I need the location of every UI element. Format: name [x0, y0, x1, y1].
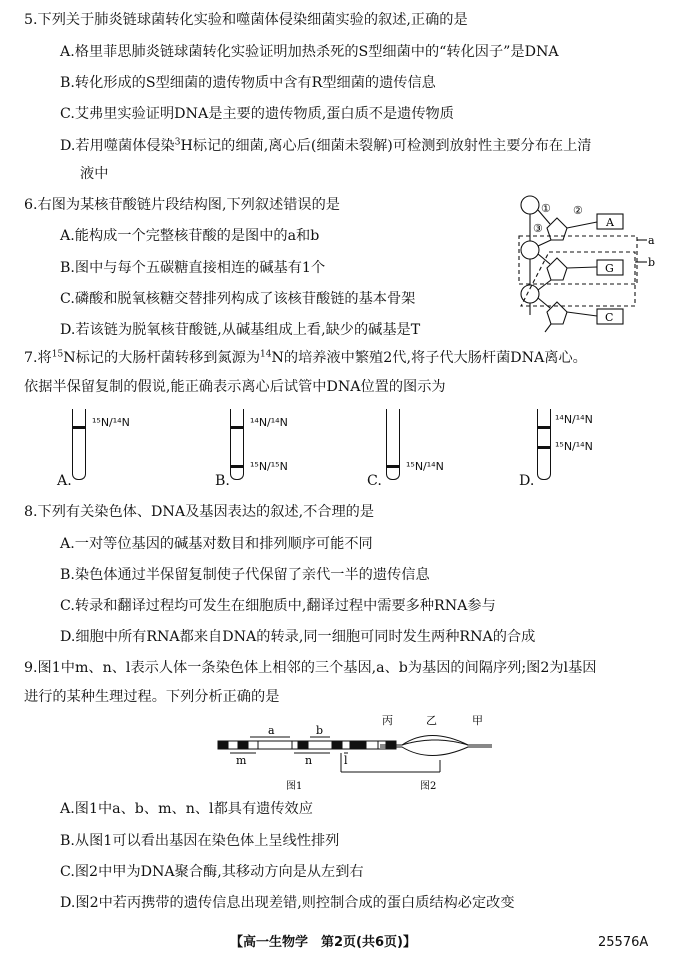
label-1: ① [541, 202, 551, 215]
q6-option-a: A.能构成一个完整核苷酸的是图中的a和b [60, 228, 320, 244]
base-g-label: G [605, 262, 614, 275]
tube-d [537, 409, 551, 480]
nucleotide-chain-figure [505, 190, 665, 340]
gene-fig-bing: 丙 [382, 714, 393, 727]
sugar-2 [547, 258, 567, 280]
q5-d-pre: D.若用噬菌体侵染 [60, 138, 175, 154]
label-2: ② [573, 204, 583, 217]
q6-stem: 6.右图为某核苷酸链片段结构图,下列叙述错误的是 [24, 197, 340, 213]
tube-d-band-top [538, 426, 550, 429]
q7-post: N的培养液中繁殖2代,将子代大肠杆菌DNA离心。 [271, 350, 587, 366]
gene-fig-n: n [305, 754, 313, 767]
base-c-label: C [605, 311, 614, 324]
q6-option-c: C.磷酸和脱氧核糖交替排列构成了该核苷酸链的基本骨架 [60, 291, 416, 307]
gene-fig-a: a [268, 724, 275, 737]
q6-option-b: B.图中与每个五碳糖直接相连的碱基有1个 [60, 260, 326, 276]
tube-a-band [73, 426, 85, 429]
q8-stem: 8.下列有关染色体、DNA及基因表达的叙述,不合理的是 [24, 504, 375, 520]
tube-d-letter: D. [519, 473, 535, 489]
q5-option-a: A.格里菲思肺炎链球菌转化实验证明加热杀死的S型细菌中的“转化因子”是DNA [60, 44, 559, 60]
q5-option-d [60, 137, 591, 155]
tube-c-letter: C. [367, 473, 382, 489]
base-a-label: A [606, 216, 614, 229]
q9-option-a: A.图1中a、b、m、n、l都具有遗传效应 [60, 801, 313, 817]
gene-fig-caption-2: 图2 [420, 781, 437, 792]
sugar-3 [547, 302, 567, 324]
region-a-label: a [648, 234, 655, 247]
phosphate-1 [521, 196, 539, 214]
q9-option-d: D.图2中若丙携带的遗传信息出现差错,则控制合成的蛋白质结构必定改变 [60, 895, 515, 911]
tube-b-letter: B. [215, 473, 230, 489]
region-b-label: b [648, 256, 656, 269]
label-3: ③ [533, 222, 543, 235]
gene-fig-jia: 甲 [472, 714, 483, 727]
gene-fig-m: m [236, 754, 247, 767]
tube-b-band-top [231, 426, 243, 429]
q9-stem-1: 9.图1中m、n、l表示人体一条染色体上相邻的三个基因,a、b为基因的间隔序列;图2为l基因 [24, 660, 597, 676]
q7-pre: 7.将 [24, 350, 52, 366]
gene-fig-caption-1: 图1 [286, 781, 303, 792]
q7-mid: N标记的大肠杆菌转移到氮源为 [63, 350, 261, 366]
tube-d-band-mid [538, 446, 550, 449]
tube-c-band [387, 465, 399, 468]
q7-stem-2: 依据半保留复制的假说,能正确表示离心后试管中DNA位置的图示为 [24, 379, 446, 395]
q5-d-sup: 3 [174, 137, 181, 148]
tube-a [72, 409, 86, 480]
q5-option-d-cont: 液中 [80, 166, 109, 182]
tube-a-label: ¹⁵N/¹⁴N [92, 416, 130, 429]
sugar-1 [547, 218, 567, 240]
tube-b-label-top: ¹⁴N/¹⁴N [250, 416, 288, 429]
q8-option-b: B.染色体通过半保留复制使子代保留了亲代一半的遗传信息 [60, 567, 430, 583]
gene-figure [210, 712, 500, 794]
footer-code: 25576A [598, 935, 649, 950]
gene-fig-l: l [344, 754, 348, 767]
q9-option-b: B.从图1可以看出基因在染色体上呈线性排列 [60, 833, 340, 849]
tube-b-label-bottom: ¹⁵N/¹⁵N [250, 460, 288, 473]
q8-option-d: D.细胞中所有RNA都来自DNA的转录,同一细胞可同时发生两种RNA的合成 [60, 629, 536, 645]
q8-option-c: C.转录和翻译过程均可发生在细胞质中,翻译过程中需要多种RNA参与 [60, 598, 496, 614]
tube-d-label-top: ¹⁴N/¹⁴N [555, 413, 593, 426]
tube-c [386, 409, 400, 480]
q5-d-post: H标记的细菌,离心后(细菌未裂解)可检测到放射性主要分布在上清 [180, 138, 592, 154]
q7-sup1: 15 [51, 349, 64, 360]
phosphate-2 [521, 241, 539, 259]
q6-option-d: D.若该链为脱氧核苷酸链,从碱基组成上看,缺少的碱基是T [60, 322, 421, 338]
q5-stem: 5.下列关于肺炎链球菌转化实验和噬菌体侵染细菌实验的叙述,正确的是 [24, 12, 468, 28]
q9-stem-2: 进行的某种生理过程。下列分析正确的是 [24, 689, 280, 705]
q9-option-c: C.图2中甲为DNA聚合酶,其移动方向是从左到右 [60, 864, 364, 880]
q7-sup2: 14 [260, 349, 272, 360]
q5-option-b: B.转化形成的S型细菌的遗传物质中含有R型细菌的遗传信息 [60, 75, 436, 91]
gene-fig-yi: 乙 [426, 714, 437, 727]
gene-fig-b: b [316, 724, 324, 737]
tube-d-label-mid: ¹⁵N/¹⁴N [555, 440, 593, 453]
footer-title: 【高一生物学 第2页(共6页)】 [230, 935, 416, 950]
tube-a-letter: A. [57, 473, 72, 489]
tube-b-band-bottom [231, 465, 243, 468]
q8-option-a: A.一对等位基因的碱基对数目和排列顺序可能不同 [60, 536, 373, 552]
tube-c-label: ¹⁵N/¹⁴N [406, 460, 444, 473]
tube-b [230, 409, 244, 480]
q5-option-c: C.艾弗里实验证明DNA是主要的遗传物质,蛋白质不是遗传物质 [60, 106, 454, 122]
q7-stem-1 [24, 349, 587, 367]
